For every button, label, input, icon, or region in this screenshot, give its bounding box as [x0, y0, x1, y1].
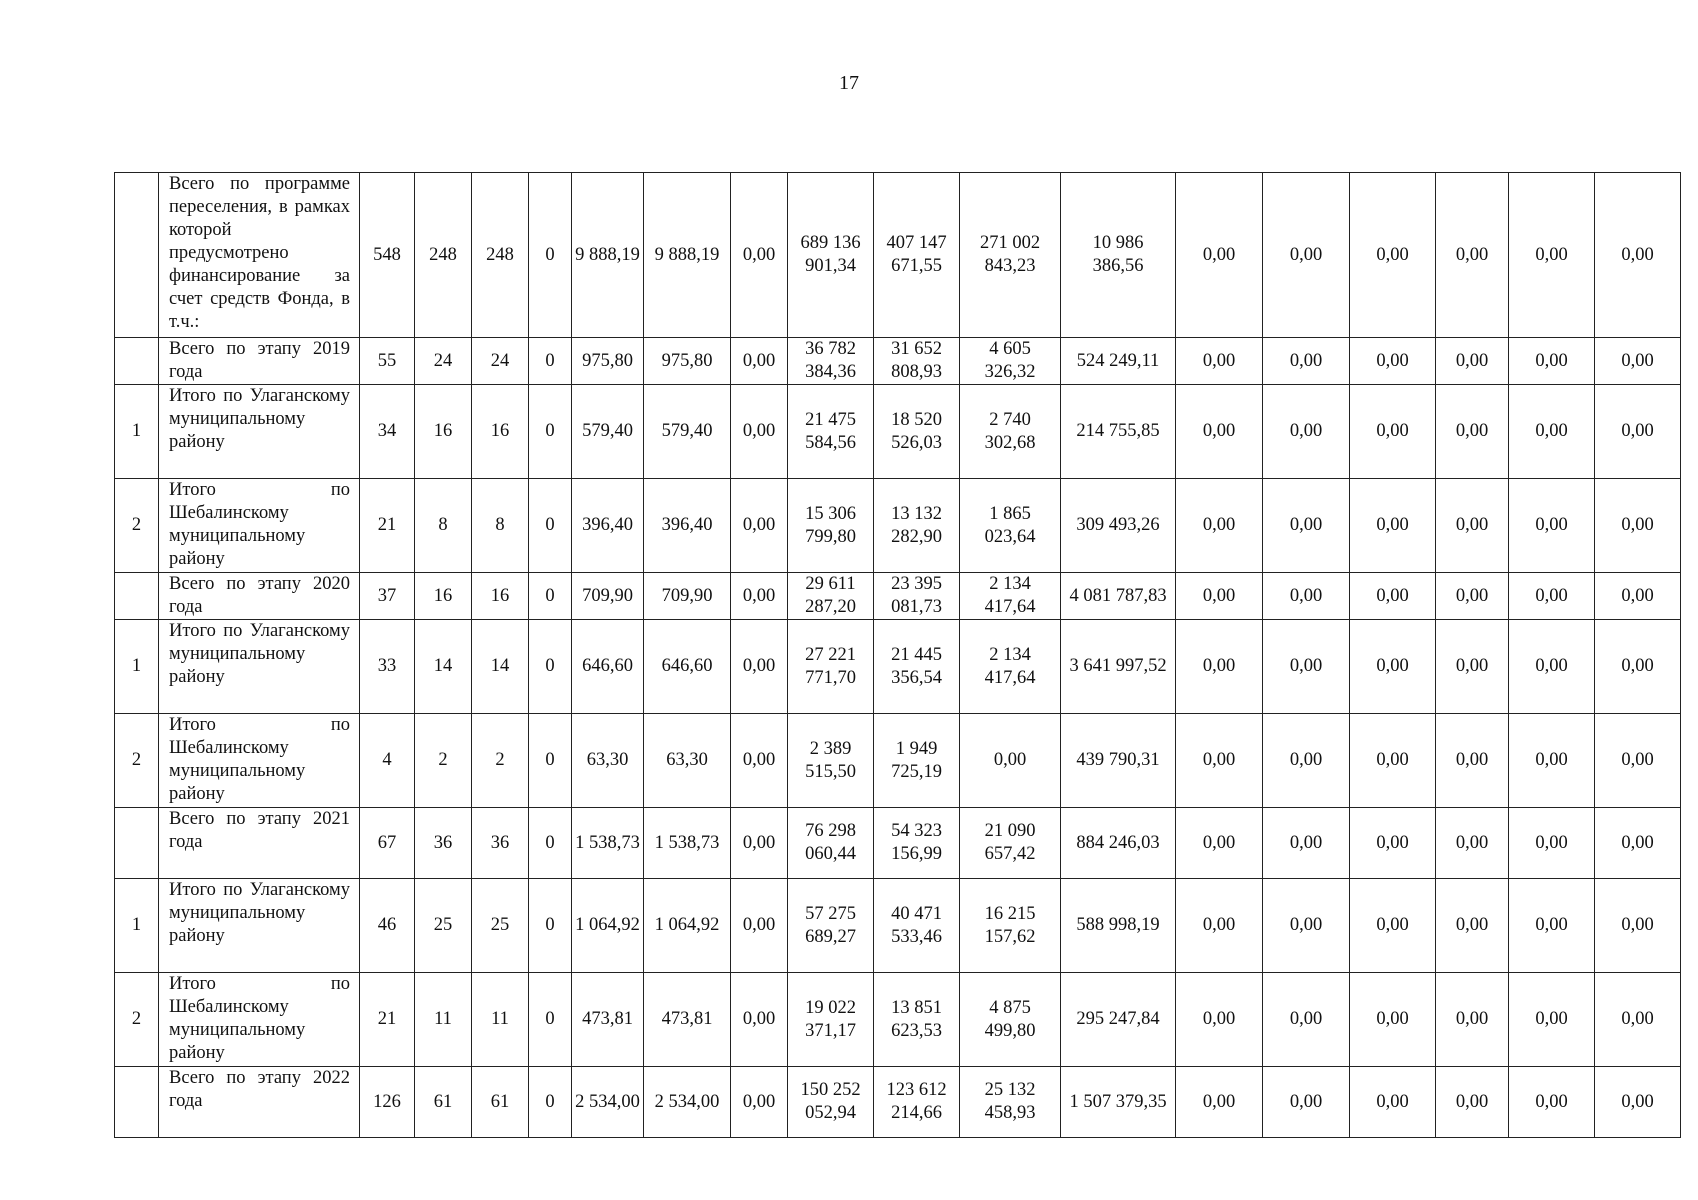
- table-row: [115, 173, 1681, 338]
- value-cell: 0: [529, 479, 572, 573]
- value-cell: 0,00: [1436, 714, 1509, 808]
- row-name-cell: Всего по этапу 2022 года: [159, 1067, 360, 1138]
- row-number-cell: 1: [115, 879, 159, 973]
- row-name-cell: Всего по этапу 2020 года: [159, 573, 360, 620]
- value-cell: 0,00: [731, 338, 788, 385]
- value-cell: 689 136 901,34: [788, 173, 874, 338]
- value-cell: 0,00: [731, 620, 788, 714]
- value-cell: 0,00: [1595, 714, 1681, 808]
- value-cell: 1 538,73: [572, 808, 644, 879]
- value-cell: 0,00: [1595, 1067, 1681, 1138]
- value-cell: 36: [472, 808, 529, 879]
- value-cell: 2 534,00: [644, 1067, 731, 1138]
- resettlement-finance-table: [114, 172, 1681, 1138]
- value-cell: 37: [360, 573, 415, 620]
- value-cell: 21 445 356,54: [874, 620, 960, 714]
- value-cell: 579,40: [572, 385, 644, 479]
- value-cell: 396,40: [644, 479, 731, 573]
- value-cell: 0,00: [1595, 173, 1681, 338]
- value-cell: 4 605 326,32: [960, 338, 1061, 385]
- value-cell: 0,00: [1263, 620, 1350, 714]
- value-cell: 9 888,19: [572, 173, 644, 338]
- value-cell: 23 395 081,73: [874, 573, 960, 620]
- value-cell: 0,00: [1263, 479, 1350, 573]
- value-cell: 40 471 533,46: [874, 879, 960, 973]
- value-cell: 646,60: [644, 620, 731, 714]
- row-name-cell: Итого по Шебалинскому муниципальному району: [159, 973, 360, 1067]
- value-cell: 0,00: [1350, 808, 1436, 879]
- value-cell: 11: [415, 973, 472, 1067]
- value-cell: 0,00: [1176, 173, 1263, 338]
- row-number-cell: 1: [115, 620, 159, 714]
- value-cell: 29 611 287,20: [788, 573, 874, 620]
- value-cell: 0: [529, 1067, 572, 1138]
- value-cell: 0,00: [960, 714, 1061, 808]
- value-cell: 3 641 997,52: [1061, 620, 1176, 714]
- value-cell: 0,00: [1436, 973, 1509, 1067]
- value-cell: 0,00: [1509, 620, 1595, 714]
- value-cell: 439 790,31: [1061, 714, 1176, 808]
- value-cell: 36 782 384,36: [788, 338, 874, 385]
- value-cell: 0,00: [1176, 879, 1263, 973]
- value-cell: 25: [472, 879, 529, 973]
- row-number-cell: [115, 573, 159, 620]
- value-cell: 975,80: [572, 338, 644, 385]
- value-cell: 0,00: [1263, 338, 1350, 385]
- row-number-cell: 2: [115, 714, 159, 808]
- value-cell: 63,30: [572, 714, 644, 808]
- value-cell: 16: [472, 385, 529, 479]
- value-cell: 0,00: [1595, 573, 1681, 620]
- value-cell: 0,00: [1350, 573, 1436, 620]
- value-cell: 16: [472, 573, 529, 620]
- value-cell: 0,00: [1350, 173, 1436, 338]
- value-cell: 25 132 458,93: [960, 1067, 1061, 1138]
- value-cell: 0,00: [1509, 385, 1595, 479]
- value-cell: 2 134 417,64: [960, 573, 1061, 620]
- value-cell: 33: [360, 620, 415, 714]
- row-number-cell: 2: [115, 973, 159, 1067]
- value-cell: 0,00: [731, 879, 788, 973]
- value-cell: 248: [415, 173, 472, 338]
- value-cell: 709,90: [572, 573, 644, 620]
- value-cell: 0,00: [1176, 1067, 1263, 1138]
- value-cell: 0,00: [1436, 173, 1509, 338]
- value-cell: 0,00: [1509, 338, 1595, 385]
- table-row: [115, 338, 1681, 385]
- value-cell: 0,00: [1263, 1067, 1350, 1138]
- value-cell: 14: [415, 620, 472, 714]
- value-cell: 9 888,19: [644, 173, 731, 338]
- row-name-cell: Итого по Улаганскому муниципальному району: [159, 879, 360, 973]
- value-cell: 27 221 771,70: [788, 620, 874, 714]
- value-cell: 0,00: [731, 808, 788, 879]
- value-cell: 1 064,92: [644, 879, 731, 973]
- value-cell: 975,80: [644, 338, 731, 385]
- value-cell: 248: [472, 173, 529, 338]
- row-number-cell: [115, 173, 159, 338]
- value-cell: 15 306 799,80: [788, 479, 874, 573]
- value-cell: 0,00: [1263, 173, 1350, 338]
- value-cell: 0,00: [1176, 714, 1263, 808]
- table-row: [115, 385, 1681, 479]
- value-cell: 0,00: [1176, 479, 1263, 573]
- value-cell: 150 252 052,94: [788, 1067, 874, 1138]
- value-cell: 57 275 689,27: [788, 879, 874, 973]
- value-cell: 4: [360, 714, 415, 808]
- value-cell: 0,00: [1350, 973, 1436, 1067]
- value-cell: 55: [360, 338, 415, 385]
- row-name-cell: Итого по Шебалинскому муниципальному району: [159, 479, 360, 573]
- value-cell: 2: [415, 714, 472, 808]
- value-cell: 67: [360, 808, 415, 879]
- value-cell: 1 865 023,64: [960, 479, 1061, 573]
- value-cell: 0: [529, 879, 572, 973]
- value-cell: 0,00: [1436, 479, 1509, 573]
- table-row: [115, 620, 1681, 714]
- value-cell: 13 851 623,53: [874, 973, 960, 1067]
- value-cell: 0,00: [1509, 973, 1595, 1067]
- value-cell: 271 002 843,23: [960, 173, 1061, 338]
- value-cell: 0,00: [1263, 714, 1350, 808]
- value-cell: 19 022 371,17: [788, 973, 874, 1067]
- value-cell: 21: [360, 479, 415, 573]
- value-cell: 1 949 725,19: [874, 714, 960, 808]
- table-row: [115, 714, 1681, 808]
- value-cell: 0,00: [1595, 338, 1681, 385]
- value-cell: 8: [472, 479, 529, 573]
- value-cell: 709,90: [644, 573, 731, 620]
- value-cell: 0,00: [731, 385, 788, 479]
- value-cell: 0,00: [1595, 479, 1681, 573]
- value-cell: 0,00: [1176, 620, 1263, 714]
- value-cell: 0: [529, 808, 572, 879]
- value-cell: 0,00: [1263, 879, 1350, 973]
- table-row: [115, 808, 1681, 879]
- value-cell: 2: [472, 714, 529, 808]
- value-cell: 0,00: [1263, 573, 1350, 620]
- value-cell: 2 134 417,64: [960, 620, 1061, 714]
- value-cell: 214 755,85: [1061, 385, 1176, 479]
- row-name-cell: Итого по Улаганскому муниципальному району: [159, 385, 360, 479]
- value-cell: 0,00: [731, 714, 788, 808]
- value-cell: 0,00: [1350, 385, 1436, 479]
- value-cell: 0,00: [731, 1067, 788, 1138]
- value-cell: 588 998,19: [1061, 879, 1176, 973]
- value-cell: 884 246,03: [1061, 808, 1176, 879]
- value-cell: 0: [529, 385, 572, 479]
- value-cell: 0,00: [1509, 479, 1595, 573]
- value-cell: 0: [529, 173, 572, 338]
- value-cell: 1 538,73: [644, 808, 731, 879]
- value-cell: 4 081 787,83: [1061, 573, 1176, 620]
- value-cell: 0,00: [1436, 385, 1509, 479]
- row-number-cell: 1: [115, 385, 159, 479]
- value-cell: 0,00: [1176, 385, 1263, 479]
- value-cell: 0,00: [1595, 620, 1681, 714]
- value-cell: 46: [360, 879, 415, 973]
- row-name-cell: Всего по программе переселения, в рамках которой предусмотрено финансирование за счет средств Фонда, в т.ч.:: [159, 173, 360, 338]
- row-number-cell: 2: [115, 479, 159, 573]
- value-cell: 25: [415, 879, 472, 973]
- value-cell: 0: [529, 620, 572, 714]
- value-cell: 11: [472, 973, 529, 1067]
- row-name-cell: Итого по Шебалинскому муниципальному району: [159, 714, 360, 808]
- table-row: [115, 879, 1681, 973]
- value-cell: 61: [472, 1067, 529, 1138]
- row-number-cell: [115, 1067, 159, 1138]
- row-name-cell: Всего по этапу 2019 года: [159, 338, 360, 385]
- value-cell: 10 986 386,56: [1061, 173, 1176, 338]
- value-cell: 0,00: [1595, 973, 1681, 1067]
- value-cell: 0,00: [1176, 338, 1263, 385]
- value-cell: 13 132 282,90: [874, 479, 960, 573]
- value-cell: 4 875 499,80: [960, 973, 1061, 1067]
- value-cell: 126: [360, 1067, 415, 1138]
- value-cell: 0: [529, 338, 572, 385]
- value-cell: 1 507 379,35: [1061, 1067, 1176, 1138]
- value-cell: 0,00: [1509, 573, 1595, 620]
- table-row: [115, 573, 1681, 620]
- value-cell: 548: [360, 173, 415, 338]
- value-cell: 24: [472, 338, 529, 385]
- value-cell: 123 612 214,66: [874, 1067, 960, 1138]
- value-cell: 295 247,84: [1061, 973, 1176, 1067]
- value-cell: 21 475 584,56: [788, 385, 874, 479]
- value-cell: 0,00: [1350, 1067, 1436, 1138]
- table-row: [115, 973, 1681, 1067]
- value-cell: 0,00: [1509, 1067, 1595, 1138]
- value-cell: 0,00: [1176, 973, 1263, 1067]
- value-cell: 0,00: [1436, 808, 1509, 879]
- value-cell: 0,00: [1595, 879, 1681, 973]
- value-cell: 0,00: [1595, 385, 1681, 479]
- value-cell: 0,00: [1176, 808, 1263, 879]
- value-cell: 0,00: [1436, 1067, 1509, 1138]
- value-cell: 18 520 526,03: [874, 385, 960, 479]
- value-cell: 2 740 302,68: [960, 385, 1061, 479]
- value-cell: 8: [415, 479, 472, 573]
- value-cell: 0: [529, 714, 572, 808]
- value-cell: 16: [415, 385, 472, 479]
- value-cell: 646,60: [572, 620, 644, 714]
- value-cell: 524 249,11: [1061, 338, 1176, 385]
- value-cell: 0,00: [1176, 573, 1263, 620]
- value-cell: 0,00: [1263, 973, 1350, 1067]
- value-cell: 14: [472, 620, 529, 714]
- value-cell: 0,00: [1595, 808, 1681, 879]
- value-cell: 0,00: [1350, 620, 1436, 714]
- value-cell: 16 215 157,62: [960, 879, 1061, 973]
- value-cell: 0,00: [1350, 338, 1436, 385]
- value-cell: 0,00: [1509, 173, 1595, 338]
- value-cell: 473,81: [572, 973, 644, 1067]
- value-cell: 0,00: [1436, 879, 1509, 973]
- value-cell: 2 389 515,50: [788, 714, 874, 808]
- value-cell: 61: [415, 1067, 472, 1138]
- value-cell: 0: [529, 973, 572, 1067]
- page-number: 17: [839, 72, 859, 94]
- value-cell: 0: [529, 573, 572, 620]
- row-number-cell: [115, 808, 159, 879]
- value-cell: 0,00: [1263, 808, 1350, 879]
- value-cell: 1 064,92: [572, 879, 644, 973]
- value-cell: 0,00: [1436, 620, 1509, 714]
- value-cell: 0,00: [1436, 573, 1509, 620]
- value-cell: 0,00: [731, 973, 788, 1067]
- value-cell: 16: [415, 573, 472, 620]
- value-cell: 0,00: [1350, 479, 1436, 573]
- value-cell: 36: [415, 808, 472, 879]
- value-cell: 396,40: [572, 479, 644, 573]
- value-cell: 0,00: [1509, 808, 1595, 879]
- value-cell: 0,00: [1350, 879, 1436, 973]
- value-cell: 0,00: [731, 173, 788, 338]
- table-row: [115, 1067, 1681, 1138]
- value-cell: 309 493,26: [1061, 479, 1176, 573]
- table-row: [115, 479, 1681, 573]
- value-cell: 2 534,00: [572, 1067, 644, 1138]
- value-cell: 31 652 808,93: [874, 338, 960, 385]
- value-cell: 0,00: [1263, 385, 1350, 479]
- value-cell: 0,00: [1509, 714, 1595, 808]
- value-cell: 407 147 671,55: [874, 173, 960, 338]
- value-cell: 21: [360, 973, 415, 1067]
- value-cell: 21 090 657,42: [960, 808, 1061, 879]
- value-cell: 0,00: [1350, 714, 1436, 808]
- row-number-cell: [115, 338, 159, 385]
- value-cell: 0,00: [1509, 879, 1595, 973]
- value-cell: 24: [415, 338, 472, 385]
- value-cell: 63,30: [644, 714, 731, 808]
- value-cell: 0,00: [731, 479, 788, 573]
- value-cell: 54 323 156,99: [874, 808, 960, 879]
- value-cell: 76 298 060,44: [788, 808, 874, 879]
- value-cell: 0,00: [1436, 338, 1509, 385]
- value-cell: 34: [360, 385, 415, 479]
- value-cell: 473,81: [644, 973, 731, 1067]
- value-cell: 579,40: [644, 385, 731, 479]
- value-cell: 0,00: [731, 573, 788, 620]
- row-name-cell: Итого по Улаганскому муниципальному району: [159, 620, 360, 714]
- row-name-cell: Всего по этапу 2021 года: [159, 808, 360, 879]
